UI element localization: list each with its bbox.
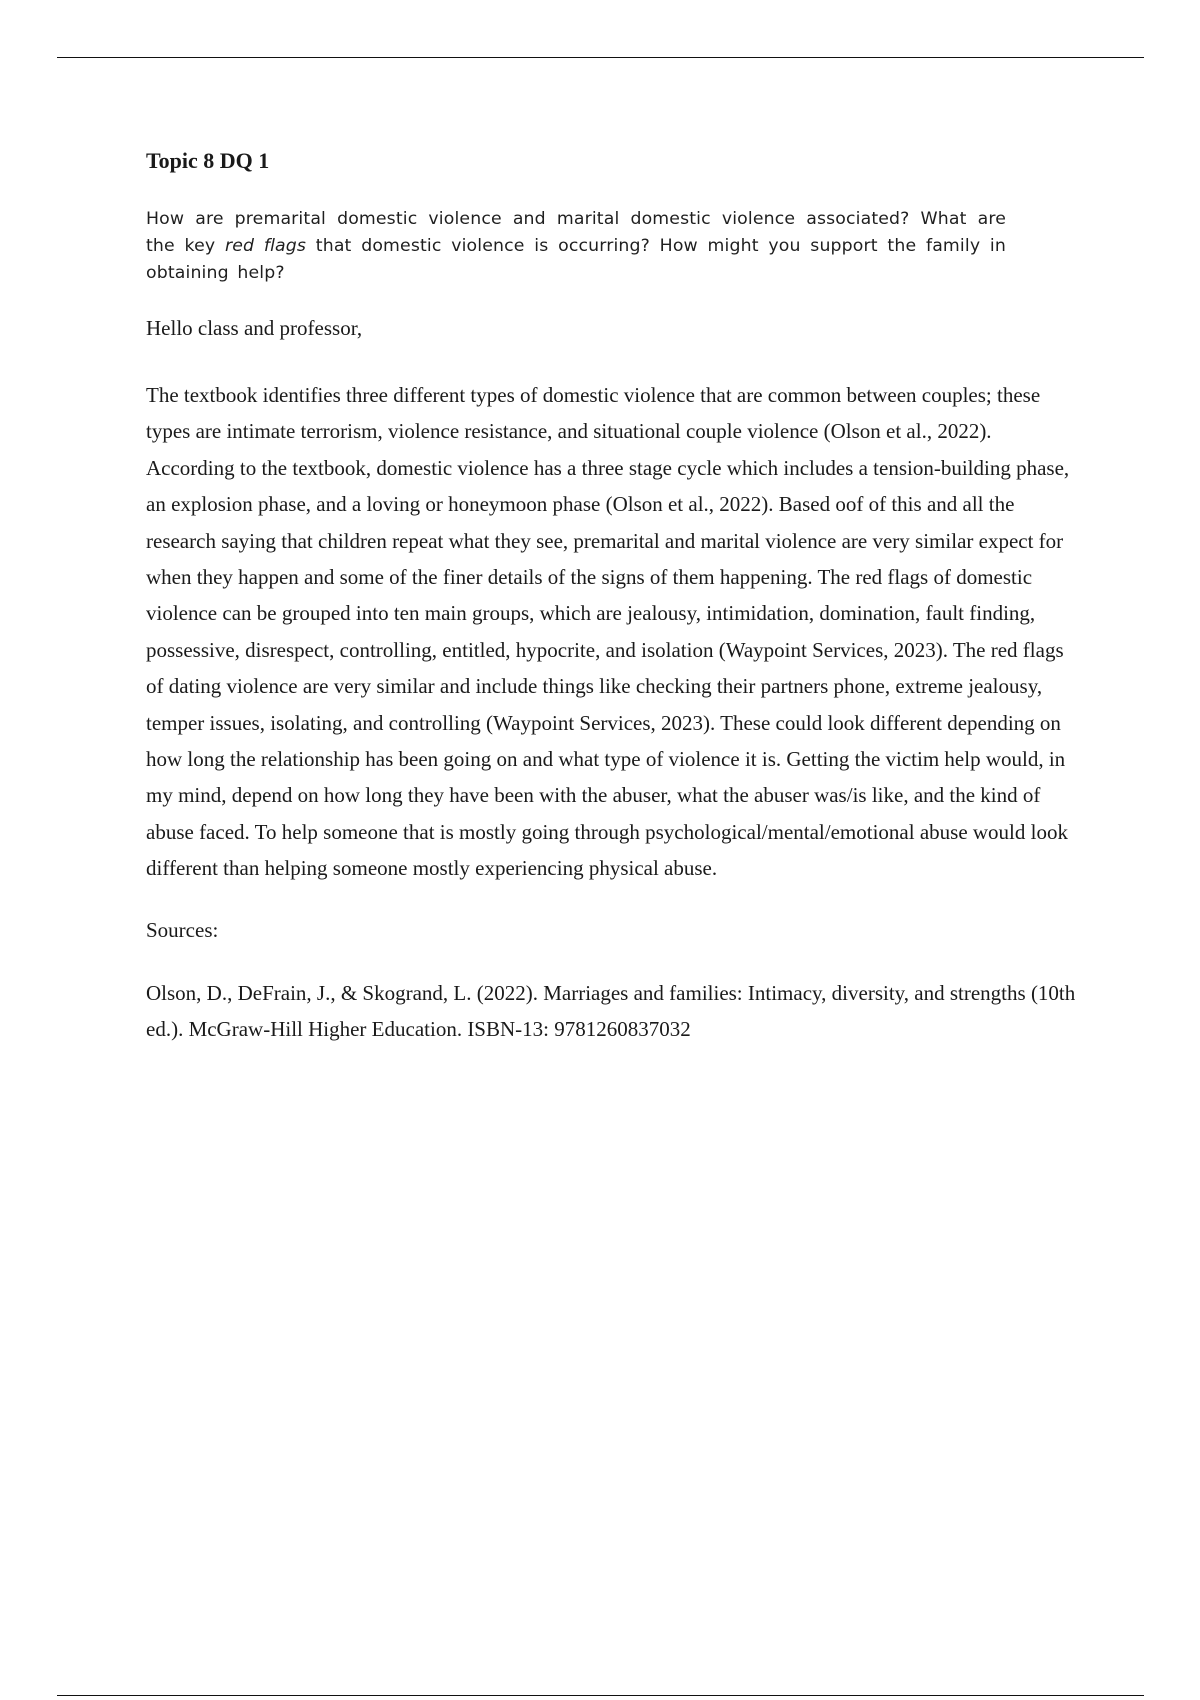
footer-rule — [57, 1695, 1144, 1696]
prompt-text-end: that domestic violence is occurring? How might you support the family in obtaining help? — [146, 236, 1006, 283]
prompt-text-start: How are premarital domestic violence and marital domestic violence associated? What are the key — [146, 209, 1006, 256]
sources-heading: Sources: — [146, 917, 219, 942]
greeting: Hello class and professor, — [146, 316, 363, 340]
response-paragraph: The textbook identifies three different types of domestic violence that are common between couples; these types are intimate terrorism, violence resistance, and situational couple violence (Olson et al., 2022). According to the textbook, domestic violence has a three stage cycle which includes a tension-building phase, an explosion phase, and a loving or honeymoon phase (Olson et al., 2022). Based oof of this and all the research saying that children repeat what they see, premarital and marital violence are very similar expect for when they happen and some of the finer details of the signs of them happening. The red flags of domestic violence can be grouped into ten main groups, which are jealousy, intimidation, domination, fault finding, possessive, disrespect, controlling, entitled, hypocrite, and isolation (Waypoint Services, 2023). The red flags of dating violence are very similar and include things like checking their partners phone, extreme jealousy, temper issues, isolating, and controlling (Waypoint Services, 2023). These could look different depending on how long the relationship has been going on and what type of violence it is. Getting the victim help would, in my mind, depend on how long they have been with the abuser, what the abuser was/is like, and the kind of abuse faced. To help someone that is mostly going through psychological/mental/emotional abuse would look different than helping someone mostly experiencing physical abuse. — [146, 383, 1070, 881]
document-title: Topic 8 DQ 1 — [146, 148, 270, 173]
discussion-prompt — [146, 206, 1006, 287]
header-rule — [57, 57, 1144, 58]
citation: Olson, D., DeFrain, J., & Skogrand, L. (2022). Marriages and families: Intimacy, diversity, and strengths (10th ed.). McGraw-Hill Higher Education. ISBN-13: 9781260837032 — [146, 980, 1076, 1041]
prompt-emphasis: red flags — [224, 236, 307, 256]
document-body — [146, 146, 1076, 1047]
